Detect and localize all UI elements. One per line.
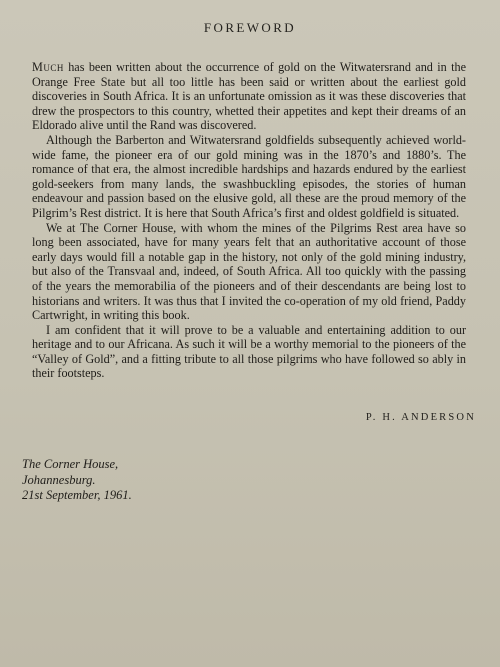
paragraph-1 xyxy=(32,60,466,133)
paragraph-3: We at The Corner House, with whom the mines of the Pilgrims Rest area have so long been associated, have for many years felt that an authoritative account of those early days would fill a notable gap in the history, not only of the gold mining industry, but also of the Transvaal and, indeed, of South Africa. All too quickly with the passing of the years the memorabilia of the pioneers and of their descendants are being lost to historians and writers. It was thus that I invited the co-operation of my old friend, Paddy Cartwright, in writing this book. xyxy=(32,220,466,323)
dateline-city: Johannesburg. xyxy=(22,472,96,487)
foreword-body xyxy=(32,60,466,381)
drop-lead-word: Much xyxy=(32,60,64,74)
paragraph-1-text: has been written about the occurrence of gold on the Witwatersrand and in the Orange Free State but all too little has been said or written about the earliest gold discoveries in South Africa. It is an unfortunate omission as it was these discoveries that drew the prospectors to this country, whetted their appetites and kept their dreams of an Eldorado alive until the Rand was discovered. xyxy=(32,60,466,133)
author-signature: P. H. ANDERSON xyxy=(365,412,476,423)
dateline xyxy=(22,457,132,504)
dateline-place: The Corner House, xyxy=(22,457,119,471)
dateline-date: 21st September, 1961. xyxy=(22,488,132,502)
page-title: FOREWORD xyxy=(203,20,297,35)
paragraph-4: I am confident that it will prove to be a valuable and entertaining addition to our heritage and to our Africana. As such it will be a worthy memorial to the pioneers of the “Valley of Gold”, and a fitting tribute to all those pilgrims who have followed so ably in their footsteps. xyxy=(32,322,466,381)
paragraph-2: Although the Barberton and Witwatersrand goldfields subsequently achieved world-wide fame, the pioneer era of our gold mining was in the 1870’s and 1880’s. The romance of that era, the almost incredible hardships and hazards endured by the earliest gold-seekers from many lands, the swashbuckling episodes, the stories of human endeavour and passion based on the elusive gold, all these are the proud memory of the Pilgrim’s Rest district. It is here that South Africa’s first and oldest goldfield is situated. xyxy=(32,132,466,220)
